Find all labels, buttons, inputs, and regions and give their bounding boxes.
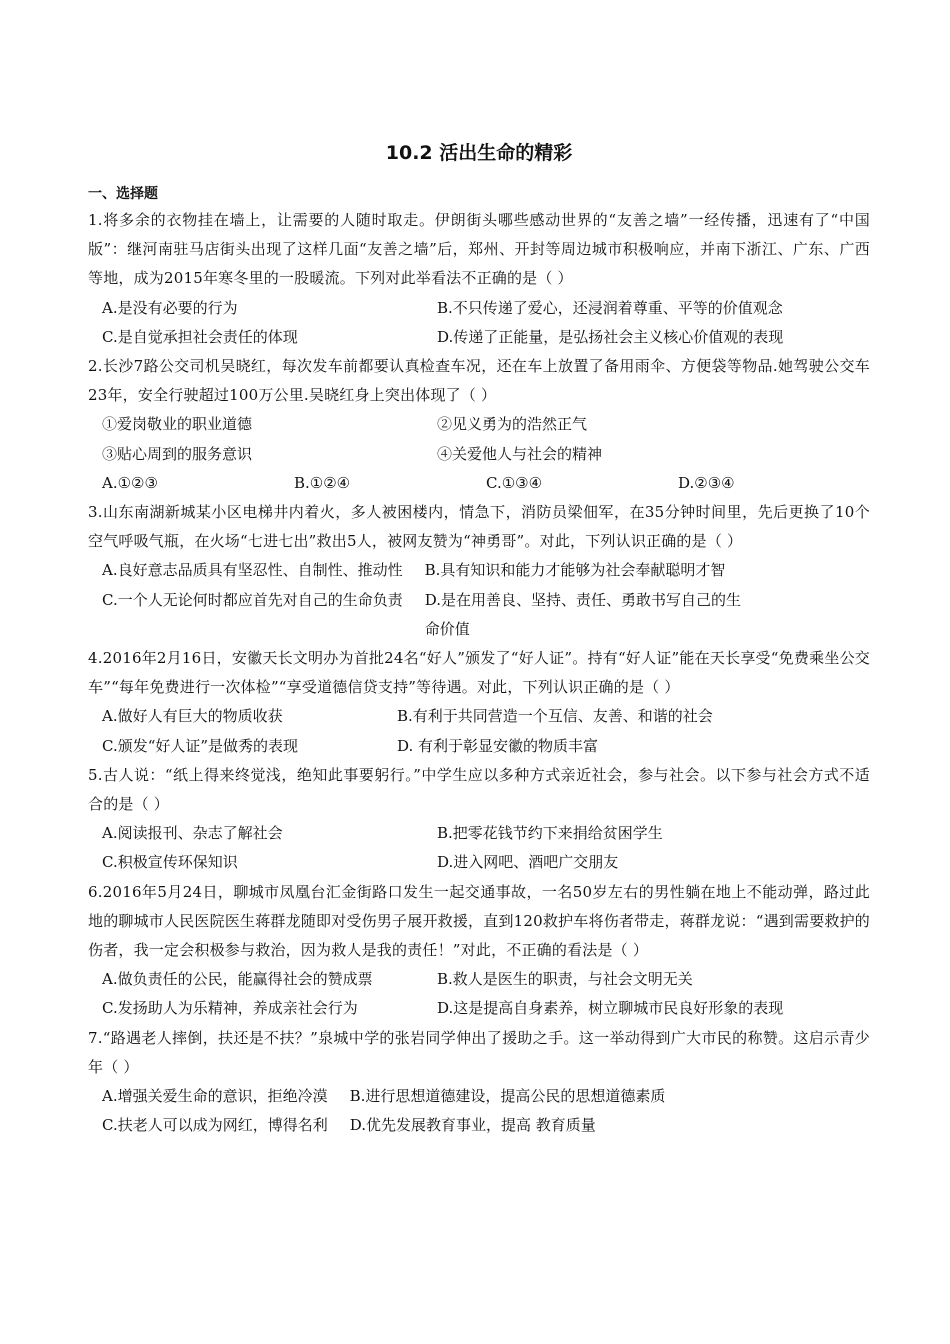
option-b: B.有利于共同营造一个互信、友善、和谐的社会: [397, 707, 713, 726]
option-d: D.优先发展教育事业，提高 教育质量: [349, 1116, 596, 1135]
option-a: A.阅读报刊、杂志了解社会: [102, 824, 283, 843]
option-c: C.是自觉承担社会责任的体现: [102, 327, 298, 346]
question-6: [88, 878, 870, 1024]
option-b: B.救人是医生的职责，与社会文明无关: [437, 970, 693, 989]
question-stem: 7.“路遇老人摔倒，扶还是不扶？”泉城中学的张岩同学伸出了援助之手。这一举动得到广大市民的称赞。这启示青少年（ ）: [88, 1028, 870, 1076]
question-stem: 6.2016年5月24日，聊城市凤凰台汇金街路口发生一起交通事故，一名50岁左右的男性躺在地上不能动弹，路过此地的聊城市人民医院医生蒋群龙随即对受伤男子展开救援，直到120救护车将伤者带走，蒋群龙说：“遇到需要救护的伤者，我一定会积极参与救治，因为救人是我的责任！”对此，不正确的看法是（ ）: [88, 882, 870, 960]
question-2: [88, 352, 870, 498]
option-c: C.扶老人可以成为网红，博得名利: [102, 1116, 328, 1135]
option-a: A.是没有必要的行为: [102, 298, 238, 317]
question-stem: 1.将多余的衣物挂在墙上，让需要的人随时取走。伊朗街头哪些感动世界的“友善之墙”一经传播，迅速有了“中国版”：继河南驻马店街头出现了这样几面“友善之墙”后，郑州、开封等周边城市积极响应，并南下浙江、广东、广西等地，成为2015年寒冬里的一股暖流。下列对此举看法不正确的是（ ）: [88, 211, 870, 288]
option-c: C.发扬助人为乐精神，养成亲社会行为: [102, 999, 358, 1018]
statement-3: ③贴心周到的服务意识: [102, 444, 253, 463]
option-b: B.把零花钱节约下来捐给贫困学生: [437, 824, 663, 843]
option-b: B.不只传递了爱心，还浸润着尊重、平等的价值观念: [437, 298, 783, 317]
question-1: [88, 206, 870, 352]
option-d: D.传递了正能量，是弘扬社会主义核心价值观的表现: [437, 327, 784, 346]
question-stem: 3.山东南湖新城某小区电梯井内着火，多人被困楼内，情急下，消防员梁佃军，在35分钟时间里，先后更换了10个空气呼吸气瓶，在火场“七进七出”救出5人，被网友赞为“神勇哥”。对此，下列认识正确的是（ ）: [88, 503, 870, 551]
option-c: C.一个人无论何时都应首先对自己的生命负责: [102, 590, 403, 609]
statement-2: ②见义勇为的浩然正气: [437, 415, 588, 434]
statement-4: ④关爱他人与社会的精神: [437, 444, 603, 463]
option-c: C.颁发“好人证”是做秀的表现: [102, 736, 299, 755]
option-d: D.进入网吧、酒吧广交朋友: [437, 853, 619, 872]
question-7: [88, 1024, 870, 1141]
option-d: D. 有利于彰显安徽的物质丰富: [397, 736, 599, 755]
section-heading: 一、选择题: [88, 186, 158, 202]
option-c: C.①③④: [486, 473, 543, 492]
option-a: A.增强关爱生命的意识，拒绝冷漠: [102, 1087, 328, 1106]
option-a: A.做负责任的公民，能赢得社会的赞成票: [102, 970, 373, 989]
question-3: [88, 498, 870, 644]
option-b: B.进行思想道德建设，提高公民的思想道德素质: [349, 1087, 666, 1106]
option-d: D.是在用善良、坚持、责任、勇敢书写自己的生命价值: [424, 590, 741, 638]
question-4: [88, 644, 870, 761]
option-b: B.①②④: [294, 473, 351, 492]
option-a: A.良好意志品质具有坚忍性、自制性、推动性: [102, 561, 403, 580]
option-b: B.具有知识和能力才能够为社会奉献聪明才智: [424, 561, 726, 580]
option-d: D.②③④: [678, 473, 735, 492]
option-a: A.①②③: [102, 473, 158, 492]
question-stem: 5.古人说：“纸上得来终觉浅，绝知此事要躬行。”中学生应以多种方式亲近社会，参与社会。以下参与社会方式不适合的是（ ）: [88, 765, 870, 814]
question-stem: 4.2016年2月16日，安徽天长文明办为首批24名“好人”颁发了“好人证”。持有“好人证”能在天长享受“免费乘坐公交车”“每年免费进行一次体检”“享受道德信贷支持”等待遇。对此，下列认识正确的是（ ）: [88, 649, 870, 697]
option-d: D.这是提高自身素养，树立聊城市民良好形象的表现: [437, 999, 784, 1018]
question-stem: 2.长沙7路公交司机吴晓红，每次发车前都要认真检查车况，还在车上放置了备用雨伞、方便袋等物品.她驾驶公交车23年，安全行驶超过100万公里.吴晓红身上突出体现了（ ）: [88, 357, 870, 405]
page-title: 10.2 活出生命的精彩: [385, 142, 573, 164]
option-a: A.做好人有巨大的物质收获: [102, 707, 283, 726]
question-5: [88, 761, 870, 878]
option-c: C.积极宣传环保知识: [102, 853, 238, 872]
statement-1: ①爱岗敬业的职业道德: [102, 415, 253, 434]
